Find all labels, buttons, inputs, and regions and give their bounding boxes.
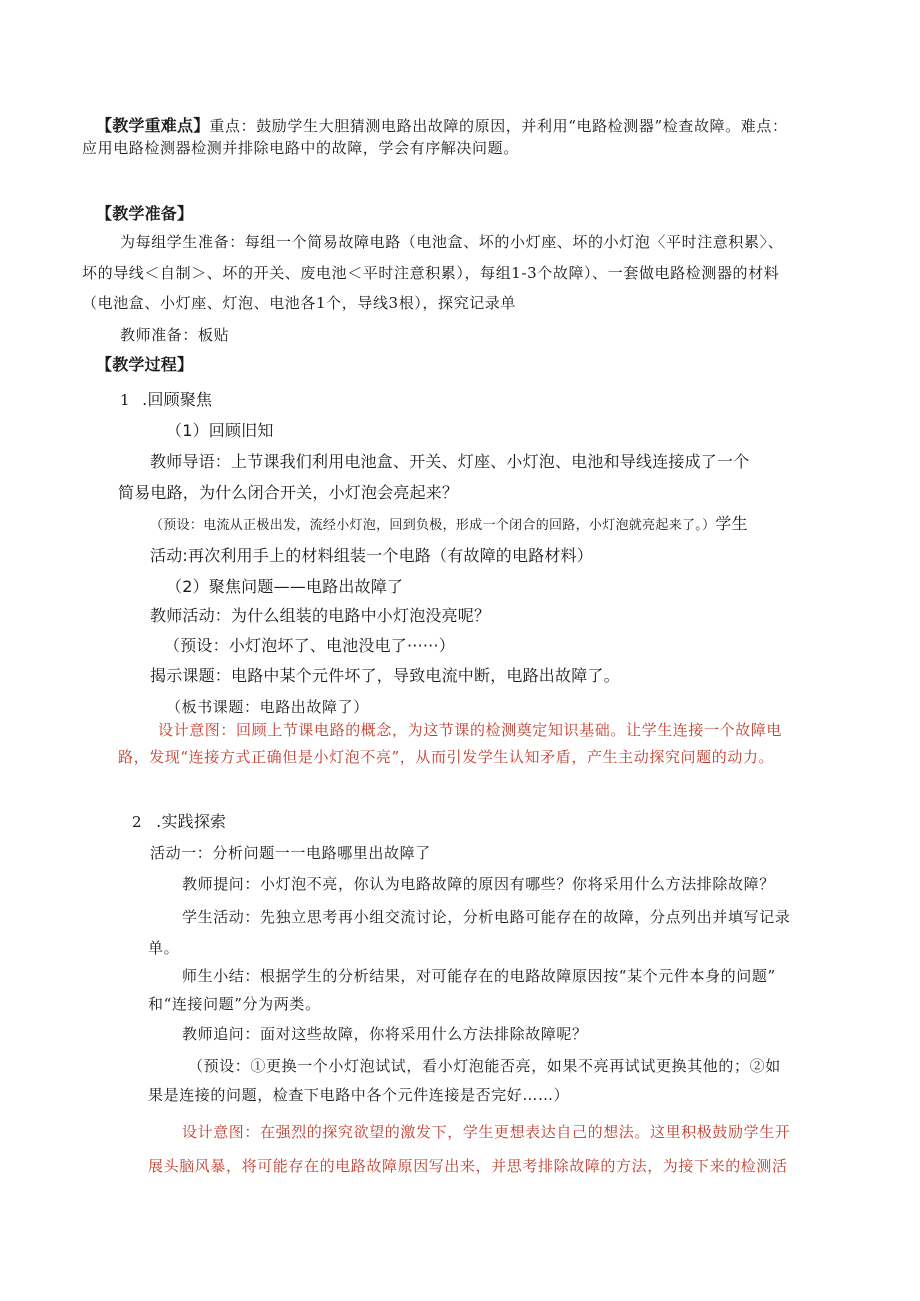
preset-3-line-2: 果是连接的问题，检查下电路中各个元件连接是否完好……） — [148, 1086, 570, 1104]
prep-teacher: 教师准备：板贴 — [120, 326, 230, 344]
summary-line-2: 和“连接问题”分为两类。 — [148, 995, 321, 1013]
focus-paragraph-line-1 — [96, 116, 788, 136]
teacher-question: 教师提问：小灯泡不亮，你认为电路故障的原因有哪些？你将采用什么方法排除故障？ — [182, 875, 775, 893]
design-intent-1-line-1: 设计意图：回顾上节课电路的概念，为这节课的检测奠定知识基础。让学生连接一个故障电 — [158, 721, 783, 739]
section-2-title — [132, 812, 226, 832]
focus-heading: 【教学重难点】 — [96, 116, 210, 135]
prep-heading: 【教学准备】 — [96, 204, 194, 223]
design-intent-2-line-1: 设计意图：在强烈的探究欲望的激发下，学生更想表达自己的想法。这里积极鼓励学生开 — [182, 1123, 791, 1141]
section-1-title — [120, 390, 212, 410]
activity-one-title: 活动一：分析问题一一电路哪里出故障了 — [150, 844, 431, 862]
reveal-topic: 揭示课题：电路中某个元件坏了，导致电流中断，电路出故障了。 — [150, 666, 620, 685]
preset-2: （预设：小灯泡坏了、电池没电了······） — [164, 636, 455, 655]
preset-1 — [150, 514, 748, 536]
student-activity-2-line-1: 学生活动：先独立思考再小组交流讨论，分析电路可能存在的故障，分点列出并填写记录 — [182, 908, 791, 926]
prep-line-3: （电池盒、小灯座、灯泡、电池各1个，导线3根），探究记录单 — [82, 294, 516, 312]
summary-line-1: 师生小结：根据学生的分析结果，对可能存在的电路故障原因按“某个元件本身的问题” — [182, 967, 776, 985]
section-1-label: .回顾聚焦 — [142, 390, 213, 409]
prep-line-1: 为每组学生准备：每组一个简易故障电路（电池盒、坏的小灯座、坏的小灯泡〈平时注意积累〉、 — [120, 233, 784, 251]
preset-1-text: （预设：电流从正极出发，流经小灯泡，回到负极，形成一个闭合的回路，小灯泡就亮起来了。） — [150, 518, 716, 533]
teacher-guide-line-1: 教师导语：上节课我们利用电池盒、开关、灯座、小灯泡、电池和导线连接成了一个 — [150, 452, 750, 471]
preset-1-tail: 学生 — [715, 514, 748, 533]
teacher-activity: 教师活动：为什么组装的电路中小灯泡没亮呢？ — [150, 606, 491, 625]
design-intent-2-line-2: 展头脑风暴，将可能存在的电路故障原因写出来，并思考排除故障的方法，为接下来的检测活 — [148, 1157, 788, 1175]
sub-2-title: （2）聚焦问题——电路出故障了 — [166, 577, 404, 596]
focus-text-1: 重点：鼓励学生大胆猜测电路出故障的原因，并利用“电路检测器”检查故障。难点： — [209, 117, 788, 135]
student-activity-2-line-2: 单。 — [148, 939, 180, 957]
section-2-label: .实践探索 — [156, 812, 227, 831]
design-intent-1-line-2: 路，发现“连接方式正确但是小灯泡不亮”，从而引发学生认知矛盾，产生主动探究问题的动力。 — [118, 748, 775, 766]
teacher-guide-line-2: 简易电路，为什么闭合开关，小灯泡会亮起来？ — [118, 483, 459, 502]
teacher-follow-up: 教师追问：面对这些故障，你将采用什么方法排除故障呢？ — [182, 1025, 588, 1043]
section-1-number: 1 — [120, 391, 131, 409]
sub-1-title: （1）回顾旧知 — [166, 421, 274, 440]
process-heading: 【教学过程】 — [96, 355, 194, 374]
student-activity-1: 活动:再次利用手上的材料组装一个电路（有故障的电路材料） — [150, 546, 593, 565]
section-2-number: 2 — [132, 813, 143, 831]
board-topic: （板书课题：电路出故障了） — [166, 698, 369, 716]
focus-paragraph-line-2: 应用电路检测器检测并排除电路中的故障，学会有序解决问题。 — [82, 139, 519, 157]
prep-line-2: 坏的导线＜自制＞、坏的开关、废电池＜平时注意积累），每组1-3个故障）、一套做电路检测器的材料 — [82, 264, 780, 282]
preset-3-line-1: （预设：①更换一个小灯泡试试，看小灯泡能否亮，如果不亮再试试更换其他的；②如 — [188, 1057, 781, 1075]
